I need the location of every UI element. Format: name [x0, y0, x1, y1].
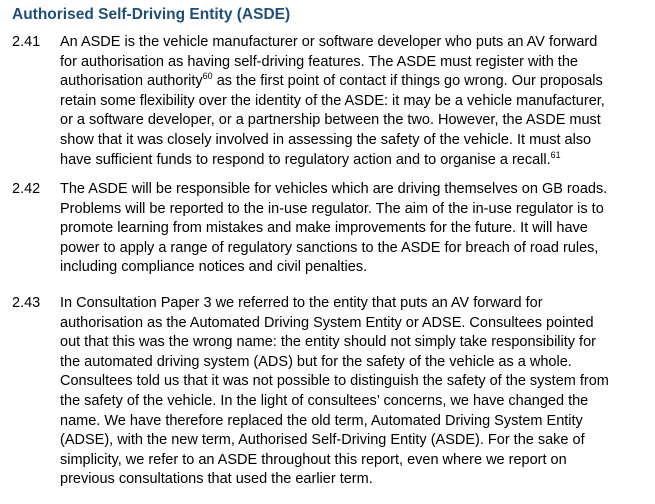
paragraph-2-41 [12, 33, 642, 170]
text-line [60, 72, 642, 92]
text-line: Problems will be reported to the in-use regulator. The aim of the in-use regulator is to [60, 200, 604, 217]
text-line: (ADSE), with the new term, Authorised Self-Driving Entity (ASDE). For the sake of [60, 432, 585, 449]
text-line: the automated driving system (ADS) but for the safety of the vehicle as a whole. [60, 353, 572, 370]
footnote-ref-60[interactable]: 60 [202, 71, 213, 82]
text-line: authorisation as the Automated Driving System Entity or ADSE. Consultees pointed [60, 314, 594, 331]
text-line: promote learning from mistakes and make improvements for the future. It will have [60, 220, 588, 237]
text-line: show that it was closely involved in assessing the safety of the vehicle. It must also [60, 131, 592, 148]
paragraph-2-43 [12, 294, 642, 490]
text-fragment: as the first point of contact if things go wrong. Our proposals [212, 73, 603, 90]
section-heading: Authorised Self-Driving Entity (ASDE) [12, 6, 291, 23]
footnote-ref-61[interactable]: 61 [550, 149, 561, 160]
text-line [60, 151, 642, 171]
paragraph-body [60, 33, 642, 170]
text-line: simplicity, we refer to an ASDE throughout this report, even where we report on [60, 451, 567, 468]
text-line: including compliance notices and civil penalties. [60, 259, 368, 276]
text-line: In Consultation Paper 3 we referred to the entity that puts an AV forward for [60, 295, 543, 311]
text-line: power to apply a range of regulatory sanctions to the ASDE for breach of road rules, [60, 239, 599, 256]
text-fragment: have sufficient funds to respond to regulatory action and to organise a recall. [60, 151, 551, 168]
text-line: An ASDE is the vehicle manufacturer or software developer who puts an AV forward [60, 34, 598, 50]
paragraph-2-42 [12, 180, 642, 278]
text-line: Consultees told us that it was not possible to distinguish the safety of the system from [60, 373, 609, 390]
paragraph-number: 2.41 [12, 34, 41, 50]
text-line: or a software developer, or a partnership between the two. However, the ASDE must [60, 112, 601, 129]
text-line: The ASDE will be responsible for vehicles which are driving themselves on GB roads. [60, 181, 608, 197]
text-line: the safety of the vehicle. In the light of consultees’ concerns, we have changed the [60, 392, 589, 409]
paragraph-number: 2.42 [12, 181, 41, 197]
text-line: retain some flexibility over the identity of the ASDE: it may be a vehicle manufacturer, [60, 92, 605, 109]
text-line: previous consultations that used the earlier term. [60, 471, 373, 488]
text-line: for authorisation as having self-driving features. The ASDE must register with the [60, 53, 578, 70]
text-line: name. We have therefore replaced the old term, Automated Driving System Entity [60, 412, 583, 429]
paragraph-number: 2.43 [12, 295, 41, 311]
paragraph-body [60, 180, 642, 278]
text-fragment: authorisation authority [60, 73, 203, 90]
paragraph-body [60, 294, 642, 490]
text-line: out that this was the wrong name: the entity should not simply take responsibility for [60, 334, 596, 351]
